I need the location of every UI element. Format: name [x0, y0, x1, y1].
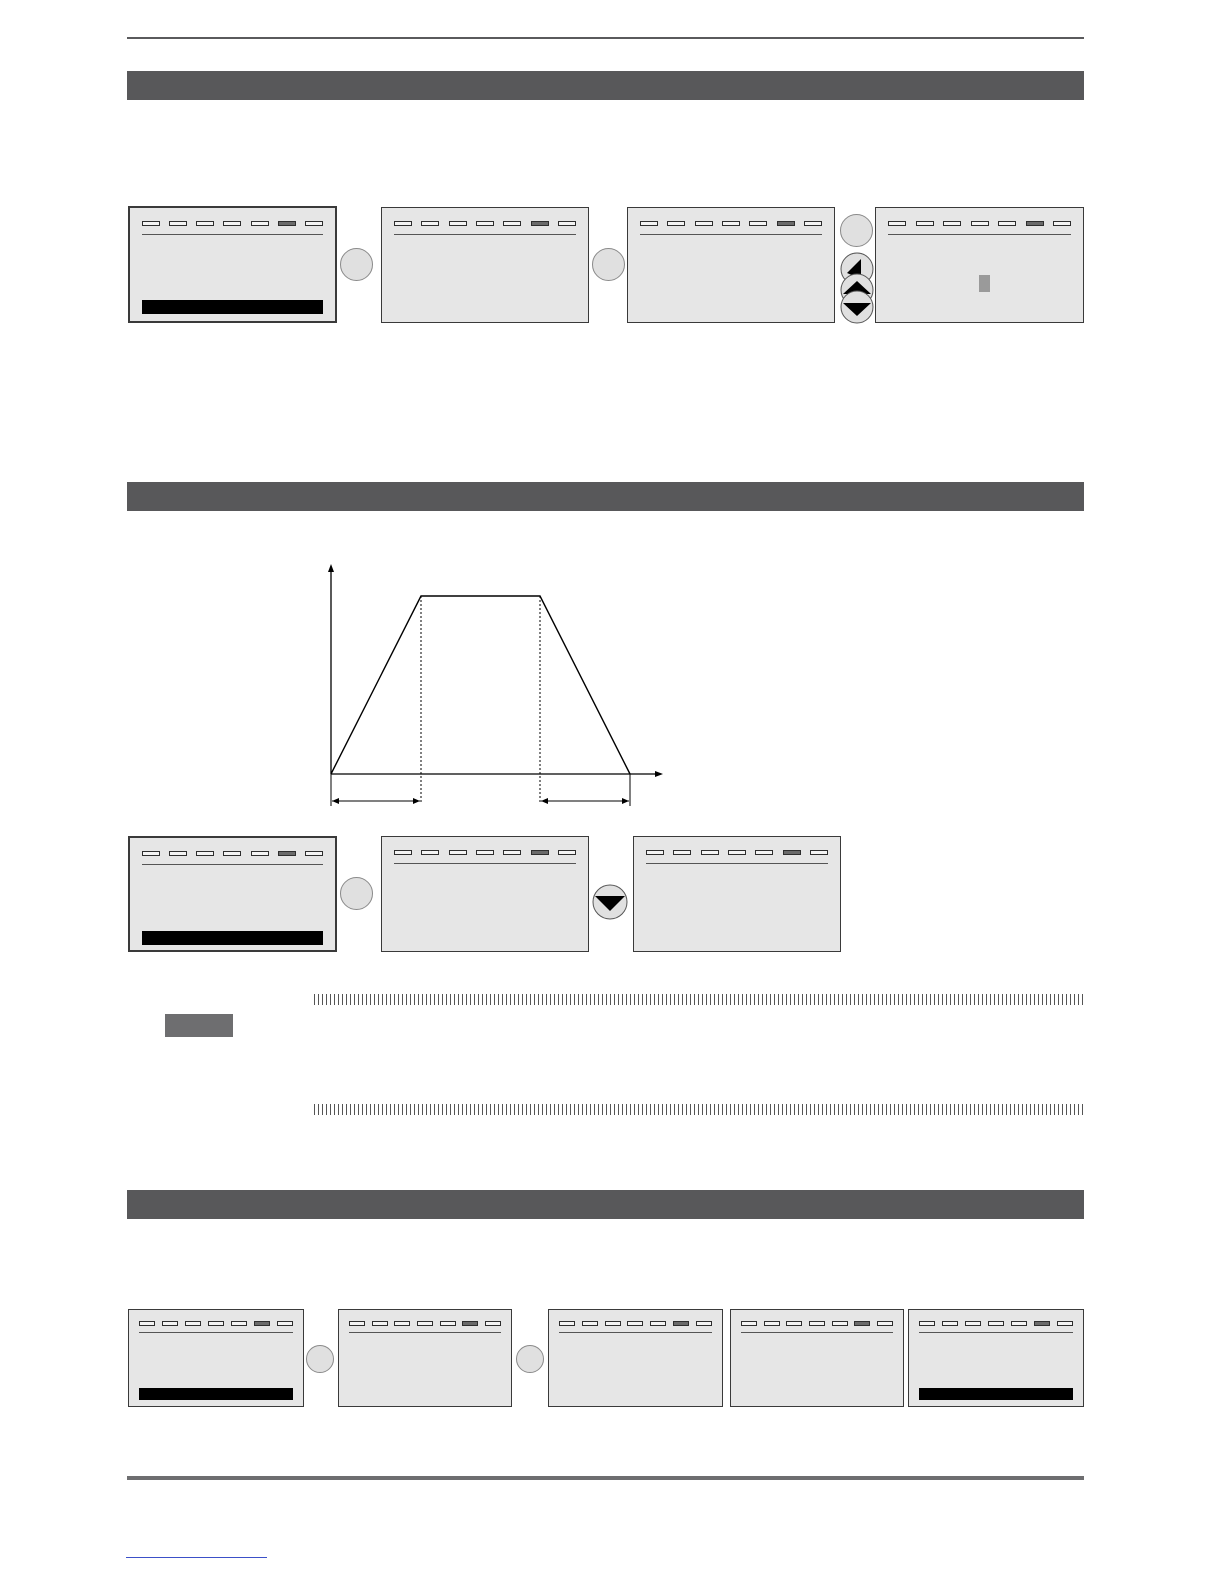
lcd-separator [559, 1332, 712, 1333]
round-key-icon[interactable] [340, 877, 373, 910]
lcd-cursor [979, 275, 990, 292]
note-rule-top [314, 994, 1084, 1005]
arrow-keys-icon[interactable] [838, 252, 876, 326]
lcd-separator [394, 234, 576, 235]
note-badge [165, 1014, 233, 1037]
lcd-highlight-bar [919, 1388, 1073, 1400]
lcd-screen-9 [338, 1309, 512, 1407]
lcd-screen-7 [633, 836, 841, 952]
lcd-screen-5 [128, 836, 337, 952]
lcd-screen-10 [548, 1309, 723, 1407]
lcd-screen-12 [908, 1309, 1084, 1407]
lcd-screen-11 [730, 1309, 904, 1407]
round-key-icon[interactable] [592, 248, 625, 281]
lcd-separator [139, 1332, 293, 1333]
down-arrow-key-icon[interactable] [592, 884, 628, 920]
lcd-status-icons [142, 851, 323, 856]
lcd-screen-3 [627, 207, 835, 323]
lcd-separator [919, 1332, 1073, 1333]
lcd-separator [394, 863, 576, 864]
lcd-separator [349, 1332, 501, 1333]
lcd-status-icons [139, 1321, 293, 1326]
header-rule [127, 37, 1084, 39]
lcd-screen-6 [381, 836, 589, 952]
footer-rule [127, 1476, 1084, 1480]
section-header-2 [127, 482, 1084, 511]
lcd-separator [741, 1332, 893, 1333]
lcd-status-icons [646, 850, 828, 855]
lcd-separator [142, 864, 323, 865]
lcd-status-icons [919, 1321, 1073, 1326]
lcd-separator [142, 234, 323, 235]
lcd-separator [646, 863, 828, 864]
lcd-status-icons [142, 221, 323, 226]
lcd-status-icons [394, 850, 576, 855]
lcd-status-icons [888, 221, 1071, 226]
lcd-status-icons [741, 1321, 893, 1326]
section-header-3 [127, 1190, 1084, 1219]
lcd-screen-2 [381, 207, 589, 323]
ramp-diagram [320, 560, 670, 810]
round-key-icon[interactable] [340, 248, 373, 281]
round-key-icon[interactable] [840, 214, 873, 247]
footer-link-underline[interactable] [126, 1557, 267, 1558]
lcd-highlight-bar [142, 300, 323, 314]
lcd-screen-8 [128, 1309, 304, 1407]
lcd-status-icons [559, 1321, 712, 1326]
lcd-separator [888, 234, 1071, 235]
lcd-status-icons [640, 221, 822, 226]
section-header-1 [127, 71, 1084, 100]
lcd-highlight-bar [142, 931, 323, 945]
round-key-icon[interactable] [306, 1345, 334, 1373]
note-rule-bottom [314, 1104, 1084, 1115]
lcd-status-icons [394, 221, 576, 226]
lcd-highlight-bar [139, 1388, 293, 1400]
lcd-screen-4 [875, 207, 1084, 323]
round-key-icon[interactable] [516, 1345, 544, 1373]
lcd-status-icons [349, 1321, 501, 1326]
lcd-screen-1 [128, 206, 337, 323]
lcd-separator [640, 234, 822, 235]
